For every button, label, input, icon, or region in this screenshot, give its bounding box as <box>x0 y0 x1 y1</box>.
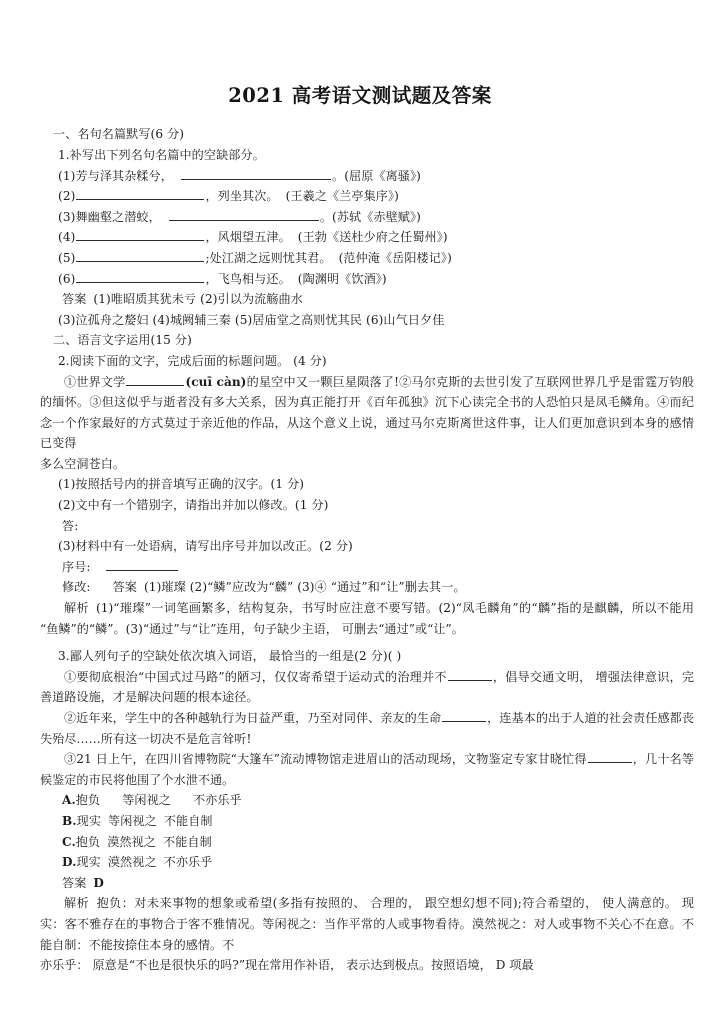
fill-item-3-after: 。 <box>319 209 332 224</box>
option-a-label: A. <box>62 793 76 808</box>
option-a-word-3: 不亦乐乎 <box>192 793 242 808</box>
section1-answer-line-1 <box>26 289 694 310</box>
option-b-word-2: 等闲视之 <box>108 813 157 828</box>
option-d-word-3: 不亦乐乎 <box>163 855 213 870</box>
section-heading-1: 一、名句名篇默写(6 分) <box>53 127 185 142</box>
q3-item-2-part-1: ②近年来，学生中的各种越轨行为日益严重，乃至对同伴、亲友的生命 <box>64 711 442 726</box>
passage-part-2: 的星空中又一颗巨星陨落了!②马尔克斯的去世引发了互联网世界几乎是雷霆万钧般的缅怀。③但这似乎与逝者没有多大关系，因为真正能打开《百年孤独》沉下心读完全书的人恐怕只是凤毛鳞角。④而纪念一个作家最好的方式莫过于亲近他的作品，从这个意义上说，通过马尔克斯离世这件事，让人们更加意识到本身的感情已变得 <box>40 374 694 451</box>
fill-item-2-num: (2) <box>58 189 76 204</box>
question-3-answer-label: 答案 <box>62 875 87 890</box>
fill-item-2-blank[interactable] <box>76 187 204 200</box>
question-2-seq-label: 序号: <box>62 559 91 574</box>
option-c-word-3: 不能自制 <box>163 834 212 849</box>
question-3-item-2 <box>26 708 694 749</box>
option-d-word-1: 现实 <box>76 855 101 870</box>
fill-item-4-source: (王勃《送杜少府之任蜀州》) <box>297 230 448 245</box>
option-d-word-2: 漠然视之 <box>107 855 157 870</box>
fill-item-2 <box>26 186 694 207</box>
section1-answer-text-1: (1)唯昭质其犹未亏 (2)引以为流觞曲水 <box>93 292 303 307</box>
fill-item-1-after: 。 <box>332 168 345 183</box>
question-3-analysis-text: 抱负：对未来事物的想象或希望(多指有按照的、 合理的， 跟空想幻想不同);符合希望的， 使人满意的。 现实：客不雅存在的事物合于客不雅情况。等闲视之：当作平常的人或事物看待。漠然视之：对人或事物不关心不在意。不能自制：不能按捺住本身的感情。不 <box>40 896 694 952</box>
option-d[interactable] <box>26 852 694 873</box>
option-c-word-1: 抱负 <box>75 834 101 849</box>
fill-item-2-after: ，列坐其次。 <box>205 189 279 204</box>
fill-item-6-after: ，飞鸟相与还。 <box>205 271 291 286</box>
option-b[interactable] <box>26 811 694 832</box>
question-3-answer-row <box>26 873 694 894</box>
passage-pinyin: (cuī càn) <box>185 374 247 389</box>
question-2-answer-prompt[interactable]: 答: <box>62 518 79 533</box>
question-2-prompt: 2.阅读下面的文字，完成后面的标题问题。 (4 分) <box>58 353 327 368</box>
fill-item-4-blank[interactable] <box>76 228 204 241</box>
fill-item-6 <box>26 269 694 290</box>
fill-item-3-num: (3) <box>58 209 76 224</box>
passage-pinyin-blank[interactable] <box>126 373 184 386</box>
question-2-sub-2: (2)文中有一个错别字，请指出并加以修改。(1 分) <box>58 498 329 513</box>
fill-item-4-after: ，风烟望五津。 <box>205 230 291 245</box>
option-b-label: B. <box>62 813 77 828</box>
q3-item-2-blank[interactable] <box>442 709 486 722</box>
fill-item-1-source: (屈原《离骚》) <box>344 168 421 183</box>
fill-item-4 <box>26 227 694 248</box>
fill-item-5-blank[interactable] <box>76 249 204 262</box>
option-a-word-2: 等闲视之 <box>122 793 171 808</box>
fill-item-1 <box>26 166 694 187</box>
fill-item-1-before: 芳与泽其杂糅兮， <box>75 168 173 183</box>
section1-instruction: 1.补写出下列名句名篇中的空缺部分。 <box>58 147 265 162</box>
question-3-answer-value: D <box>93 875 104 890</box>
q3-item-1-blank[interactable] <box>448 668 492 681</box>
fill-item-6-num: (6) <box>58 271 76 286</box>
fill-item-2-source: (王羲之《兰亭集序》) <box>285 189 399 204</box>
fill-item-3-source: (苏轼《赤壁赋》) <box>332 209 421 224</box>
question-2-analysis-label: 解析 <box>64 601 89 616</box>
section1-answer-line-2: (3)泣孤舟之嫠妇 (4)城阙辅三秦 (5)居庙堂之高则忧其民 (6)山气日夕佳 <box>58 312 445 327</box>
q3-item-1-part-1: ①要彻底根治“中国式过马路”的陋习，仅仅寄希望于运动式的治理并不 <box>64 669 447 684</box>
fill-item-1-num: (1) <box>58 168 76 183</box>
option-c-label: C. <box>62 834 76 849</box>
question-2-answer-label: 答案 <box>112 580 137 595</box>
question-2-passage-tail: 多么空洞苍白。 <box>40 456 126 471</box>
page-title: 2021 高考语文测试题及答案 <box>228 84 492 107</box>
question-3-prompt: 3.鄙人列句子的空缺处依次填入词语， 最恰当的一组是(2 分)( ) <box>58 649 402 664</box>
q3-item-3-blank[interactable] <box>588 750 632 763</box>
option-b-word-3: 不能自制 <box>163 813 213 828</box>
question-3-item-1 <box>26 667 694 708</box>
question-3-analysis <box>26 893 694 955</box>
question-2-passage <box>26 372 694 454</box>
option-d-label: D. <box>62 855 77 870</box>
passage-part-1: ①世界文学 <box>64 374 126 389</box>
question-2-analysis <box>26 598 694 639</box>
q3-item-1-part-2: ，倡导交通文明， 增强法律意识，完善道路设施，才是解决问题的根本途径。 <box>40 669 694 705</box>
q3-item-3-part-2: ，几十名等候鉴定的市民将他围了个水泄不通。 <box>40 752 694 787</box>
option-c[interactable] <box>26 832 694 853</box>
fill-item-5-num: (5) <box>58 250 76 265</box>
q3-item-2-part-2: ，连基本的出于人道的社会责任感都丧失殆尽……所有这一切决不是危言耸听! <box>40 711 694 746</box>
fill-item-5-after: ;处江湖之远则忧其君。 <box>205 250 332 265</box>
question-3-analysis-tail: 亦乐乎： 原意是“不也是很快乐的吗?”现在常用作补语， 表示达到极点。按照语境， D 项最 <box>40 958 534 973</box>
question-2-answer-text: (1)璀璨 (2)“鳞”应改为“麟” (3)④ “通过”和“让”删去其一。 <box>143 580 466 595</box>
fill-item-3-before: 舞幽壑之潜蛟， <box>75 209 161 224</box>
option-c-word-2: 漠然视之 <box>107 834 156 849</box>
fill-item-1-blank[interactable] <box>181 167 331 180</box>
question-2-sub-3: (3)材料中有一处语病，请写出序号并加以改正。(2 分) <box>58 539 353 554</box>
fill-item-3 <box>26 207 694 228</box>
fill-item-5-source: (范仲淹《岳阳楼记》) <box>338 250 452 265</box>
question-3-analysis-label: 解析 <box>64 896 90 911</box>
fill-item-5 <box>26 248 694 269</box>
fill-item-6-blank[interactable] <box>76 270 204 283</box>
question-2-seq-blank[interactable] <box>106 558 178 571</box>
question-2-analysis-text: (1)“璀璨”一词笔画繁多，结构复杂，书写时应注意不要写错。(2)“凤毛麟角”的“麟”指的是麒麟，所以不能用“鱼鳞”的“鳞”。(3)“通过”与“让”连用，句子缺少主语， 可删去“通过”或“让”。 <box>40 601 695 636</box>
q3-item-3-part-1: ③21 日上午，在四川省博物院“大篷车”流动博物馆走进眉山的活动现场，文物鉴定专家甘晓忙得 <box>64 752 587 767</box>
option-b-word-1: 现实 <box>76 813 102 828</box>
question-3-item-3 <box>26 749 694 790</box>
question-2-revise-label: 修改: <box>62 580 91 595</box>
option-a[interactable] <box>26 790 694 811</box>
question-2-revise-row <box>26 577 694 598</box>
section1-answer-label: 答案 <box>62 292 87 307</box>
question-2-sub-1: (1)按照括号内的拼音填写正确的汉字。(1 分) <box>58 477 305 492</box>
question-2-seq-row <box>26 557 694 578</box>
option-a-word-1: 抱负 <box>75 793 101 808</box>
section-heading-2: 二、语言文字运用(15 分) <box>53 333 192 348</box>
fill-item-3-blank[interactable] <box>169 208 319 221</box>
fill-item-4-num: (4) <box>58 230 76 245</box>
fill-item-6-source: (陶渊明《饮酒》) <box>297 271 387 286</box>
